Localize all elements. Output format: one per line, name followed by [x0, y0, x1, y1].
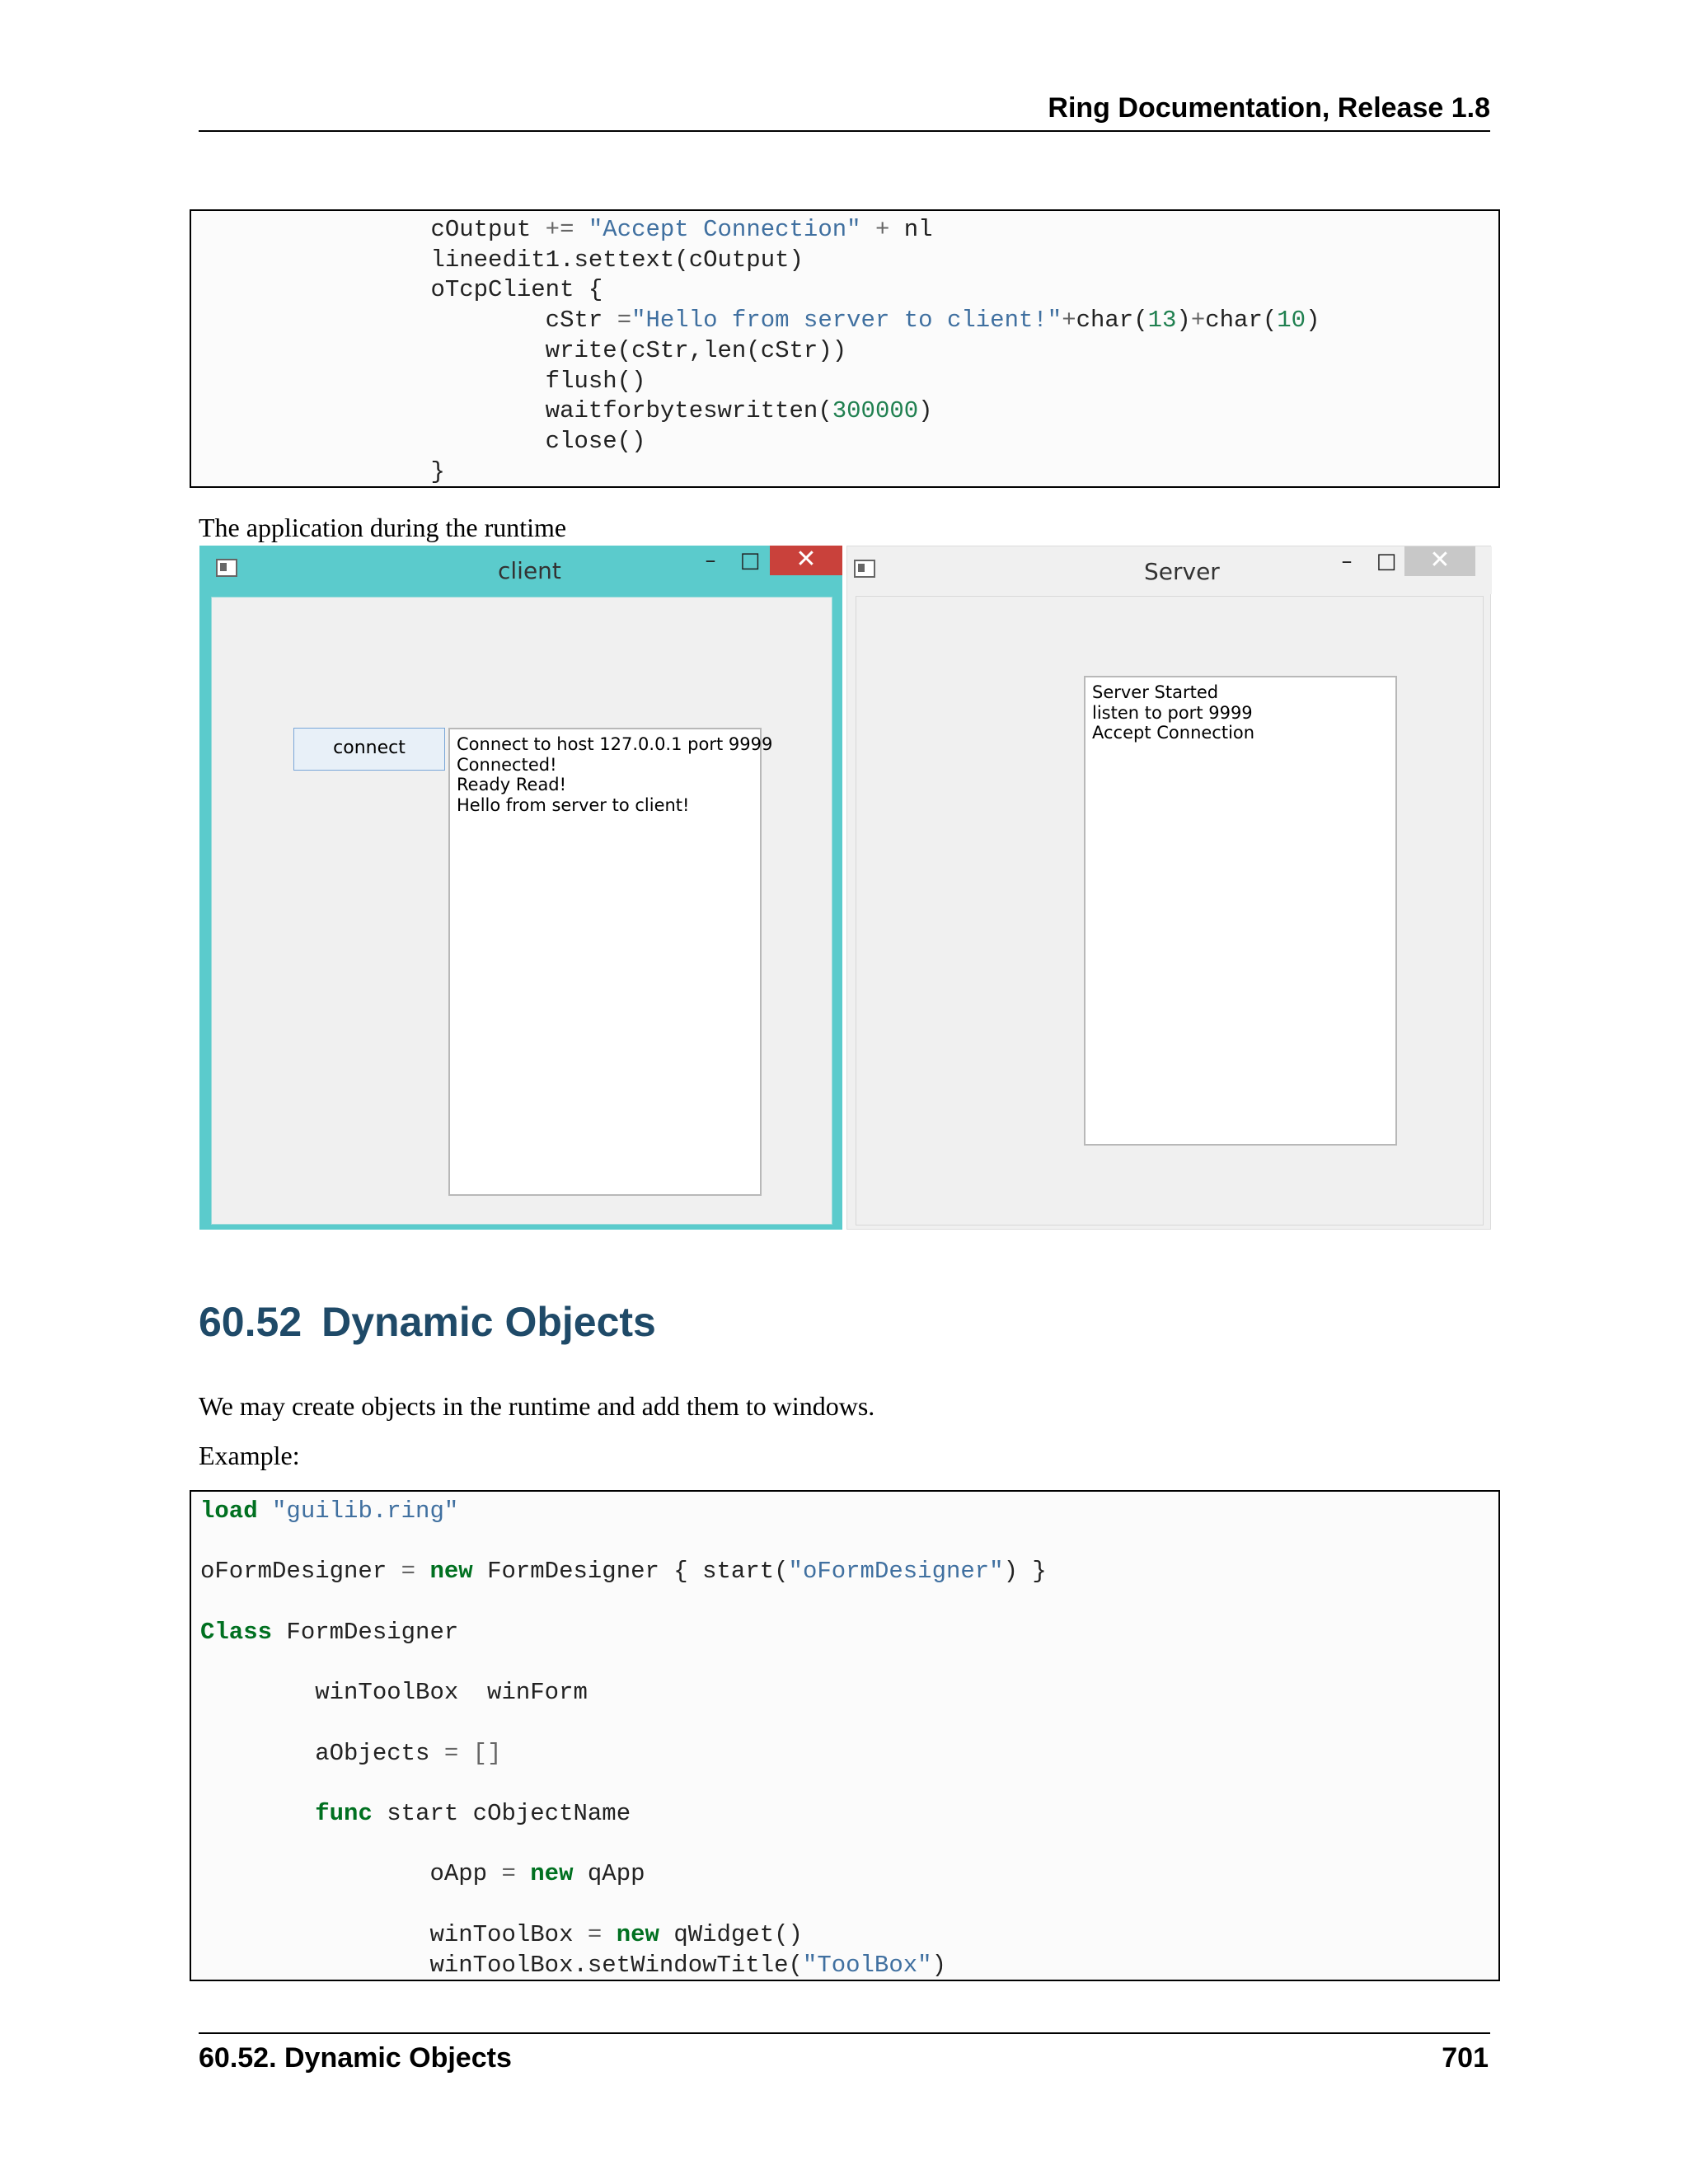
code-line: load "guilib.ring" — [200, 1497, 459, 1525]
code-line: func start cObjectName — [315, 1800, 631, 1828]
code-line: oApp = new qApp — [200, 1860, 645, 1888]
window-app-icon — [216, 559, 237, 577]
code-line: Class FormDesigner — [200, 1618, 459, 1646]
code-line: flush() — [201, 367, 646, 395]
code-block-example-text — [200, 1497, 1498, 1980]
footer-page-number: 701 — [1442, 2042, 1489, 2074]
close-icon[interactable]: ✕ — [770, 546, 842, 575]
example-label: Example: — [199, 1441, 300, 1470]
server-output-line: listen to port 9999 — [1092, 702, 1253, 723]
window-app-icon — [854, 560, 875, 578]
client-window-body — [211, 597, 832, 1225]
code-line: oTcpClient { — [201, 276, 603, 304]
code-block-server — [190, 209, 1500, 488]
code-line: aObjects = [] — [200, 1739, 502, 1767]
code-line: winToolBox winForm — [200, 1679, 588, 1707]
server-output-line: Server Started — [1092, 682, 1219, 702]
server-title-bar[interactable] — [847, 546, 1492, 594]
client-window — [199, 546, 842, 1230]
code-line: lineedit1.settext(cOutput) — [201, 246, 804, 274]
runtime-caption: The application during the runtime — [199, 513, 567, 542]
code-block-server-text — [201, 215, 1498, 487]
runtime-screenshot — [199, 546, 1491, 1230]
client-window-title: client — [498, 557, 561, 584]
document-header-title: Ring Documentation, Release 1.8 — [1048, 92, 1490, 124]
server-output-line: Accept Connection — [1092, 723, 1255, 743]
server-window-body — [856, 596, 1484, 1226]
client-output-line: Hello from server to client! — [457, 794, 690, 815]
code-line: waitforbyteswritten(300000) — [201, 397, 933, 425]
server-window — [846, 546, 1491, 1230]
code-block-example — [190, 1490, 1500, 1981]
footer-section: 60.52. Dynamic Objects — [199, 2042, 512, 2074]
server-window-title: Server — [1144, 558, 1220, 585]
maximize-icon[interactable]: □ — [739, 548, 761, 573]
header-rule — [199, 130, 1490, 132]
close-icon[interactable]: ✕ — [1404, 546, 1475, 576]
intro-paragraph: We may create objects in the runtime and add them to windows. — [199, 1391, 875, 1421]
minimize-icon[interactable]: – — [1341, 549, 1353, 574]
code-line: } — [201, 457, 445, 485]
code-line: cStr ="Hello from server to client!"+char(13)+char(10) — [201, 307, 1320, 335]
client-title-bar[interactable] — [199, 546, 842, 595]
server-output-textbox[interactable] — [1084, 676, 1397, 1146]
code-line: write(cStr,len(cStr)) — [201, 336, 847, 364]
section-heading — [199, 1298, 656, 1346]
minimize-icon[interactable]: – — [705, 548, 716, 573]
code-line: oFormDesigner = new FormDesigner { start("oFormDesigner") } — [200, 1558, 1047, 1586]
section-number: 60.52 — [199, 1299, 302, 1345]
client-output-line: Ready Read! — [457, 775, 567, 794]
code-line: winToolBox.setWindowTitle("ToolBox") — [200, 1951, 946, 1979]
client-output-line: Connected! — [457, 754, 557, 775]
client-output-textbox[interactable] — [448, 728, 773, 1196]
section-title: Dynamic Objects — [321, 1299, 656, 1345]
connect-button[interactable]: connect — [293, 728, 445, 771]
footer-rule — [199, 2032, 1490, 2034]
client-output-line: Connect to host 127.0.0.1 port 9999 — [457, 734, 773, 754]
code-line: close() — [201, 427, 646, 455]
maximize-icon[interactable]: □ — [1376, 549, 1397, 574]
code-line: winToolBox = new qWidget() — [200, 1920, 803, 1948]
code-line: cOutput += "Accept Connection" + nl — [201, 216, 933, 243]
